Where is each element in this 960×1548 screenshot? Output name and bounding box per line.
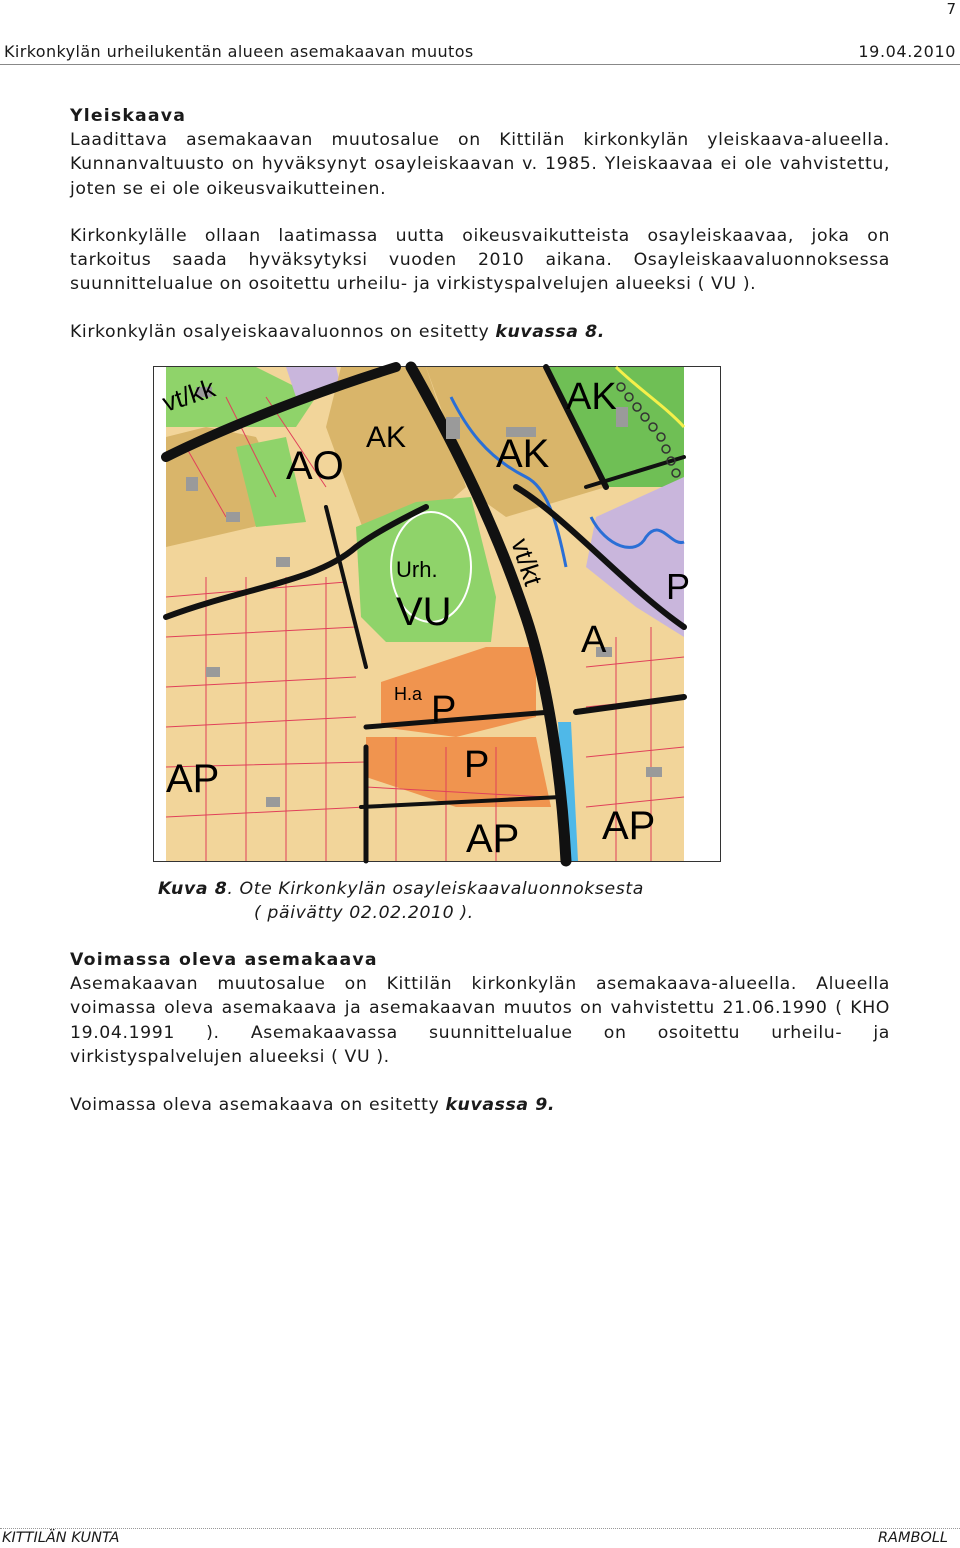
zone-label-ap: AP [466,817,520,861]
paragraph: Laadittava asemakaavan muutosalue on Kittilän kirkonkylän yleiskaava-alueella. Kunnanvaltuusto on hyväksynyt osayleiskaavan v. 1985. Yleiskaavaa ei ole vahvistettu, joten se ei ole oikeusvaikutteinen. [70,130,890,199]
zone-label-p: P [666,566,691,607]
figure-reference: kuvassa 9. [445,1095,556,1115]
paragraph [70,1093,890,1117]
section-heading: Voimassa oleva asemakaava [70,950,378,970]
zone-label-a: A [581,619,607,661]
figure-caption [158,877,644,925]
paragraph-text: Voimassa oleva asemakaava on esitetty [70,1095,446,1115]
paragraph-block [70,320,890,344]
road-label: vt/kt [505,534,549,590]
zone-label-ao: AO [286,444,344,488]
road-label: vt/kk [158,372,219,418]
paragraph: Asemakaavan muutosalue on Kittilän kirkonkylän asemakaava-alueella. Alueella voimassa oleva asemakaava ja asemakaavan muutos on vahvistettu 21.06.1990 ( KHO 19.04.1991 ). Asemakaavassa suunnittelualue on osoitettu urheilu- ja virkistyspalvelujen alueeksi ( VU ). [70,974,890,1067]
footer-company: RAMBOLL [877,1530,948,1546]
zone-label-p: P [464,744,490,786]
land-use-map [158,367,691,861]
figure-reference: kuvassa 8. [495,322,605,342]
header-title: Kirkonkylän urheilukentän alueen asemakaavan muutos [4,42,474,61]
paragraph [70,320,890,344]
section-voimassa [70,948,890,1069]
zone-label-urh: Urh. [396,557,438,582]
zone-label-p: P [431,689,457,731]
section-yleiskaava [70,104,890,201]
zone-label-ap: AP [166,757,220,801]
footer-rule [0,1528,960,1529]
zone-label-ha: H.a [394,684,423,704]
footer-organization: KITTILÄN KUNTA [2,1530,120,1546]
map-figure [153,366,721,862]
caption-date: ( päivätty 02.02.2010 ). [254,903,474,924]
paragraph-block [70,1093,890,1117]
zone-label-ak: AK [496,432,550,476]
caption-label: Kuva 8 [158,879,228,899]
page-number: 7 [946,0,956,18]
header-rule [0,64,960,65]
section-heading: Yleiskaava [70,106,187,126]
zone-label-ap: AP [602,804,656,848]
zone-label-vu: VU [396,590,452,634]
header-date: 19.04.2010 [858,42,956,61]
paragraph: Kirkonkylälle ollaan laatimassa uutta oikeusvaikutteista osayleiskaavaa, joka on tarkoitus saada hyväksytyksi vuoden 2010 aikana. Osayleiskaavaluonnoksessa suunnittelualue on osoitettu urheilu- ja virkistyspalvelujen alueeksi ( VU ). [70,226,890,295]
zone-label-ak: AK [566,376,617,418]
caption-text: . Ote Kirkonkylän osayleiskaavaluonnoksesta [227,879,644,899]
paragraph-block [70,224,890,297]
zone-label-ak: AK [366,421,407,454]
paragraph-text: Kirkonkylän osalyeiskaavaluonnos on esitetty [70,322,496,342]
